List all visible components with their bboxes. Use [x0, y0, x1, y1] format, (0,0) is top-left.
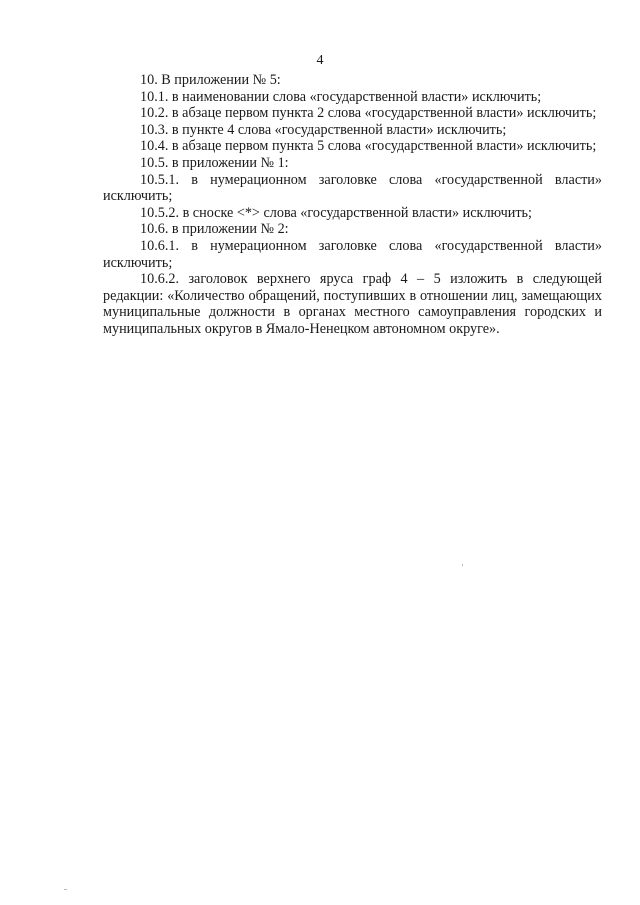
paragraph-10-5-1: 10.5.1. в нумерационном заголовке слова «государственной власти» исключить; — [103, 171, 602, 205]
paragraph-10-5-2: 10.5.2. в сноске <*> слова «государственной власти» исключить; — [140, 204, 532, 221]
document-body — [103, 72, 602, 338]
paragraph-10-1: 10.1. в наименовании слова «государственной власти» исключить; — [140, 88, 542, 105]
paragraph-10-6-1: 10.6.1. в нумерационном заголовке слова «государственной власти» исключить; — [103, 237, 602, 271]
paragraph-10-4: 10.4. в абзаце первом пункта 5 слова «государственной власти» исключить; — [140, 138, 597, 155]
paragraph-10-6: 10.6. в приложении № 2: — [140, 221, 289, 238]
page-number: 4 — [316, 53, 324, 68]
paragraph-10: 10. В приложении № 5: — [140, 72, 281, 88]
paragraph-10-5: 10.5. в приложении № 1: — [140, 154, 289, 171]
scan-speck — [462, 564, 463, 566]
paragraph-10-3: 10.3. в пункте 4 слова «государственной власти» исключить; — [140, 121, 507, 138]
paragraph-10-2: 10.2. в абзаце первом пункта 2 слова «государственной власти» исключить; — [140, 105, 597, 122]
paragraph-10-6-2: 10.6.2. заголовок верхнего яруса граф 4 – 5 изложить в следующей редакции: «Количество обращений, поступивших в отношении лиц, замещающих муниципальные должности в органах местного самоуправления городских и муниципальных округов в Ямало-Ненецком автономном округе». — [103, 271, 602, 337]
scan-speck — [64, 889, 67, 890]
